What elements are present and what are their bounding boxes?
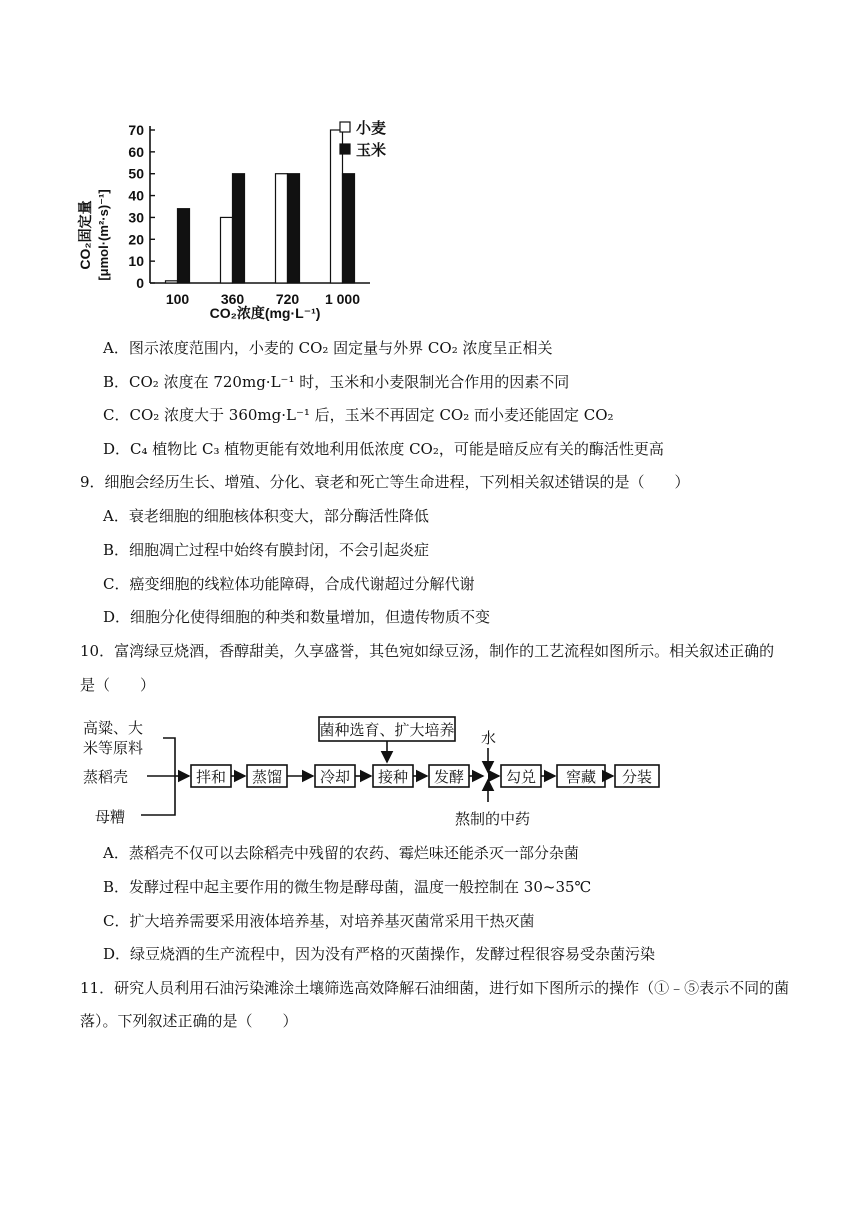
q8-option-c: C．CO₂ 浓度大于 360mg·L⁻¹ 后，玉米不再固定 CO₂ 而小麦还能固定 CO₂	[103, 406, 614, 424]
y-tick-label: 50	[128, 165, 144, 182]
q10-stem-line2: 是（ ）	[80, 676, 156, 694]
legend-label: 玉米	[356, 142, 387, 159]
x-axis-label: CO₂浓度(mg·L⁻¹)	[209, 305, 321, 321]
co2-fixation-bar-chart	[70, 110, 430, 325]
q8-option-b: B．CO₂ 浓度在 720mg·L⁻¹ 时，玉米和小麦限制光合作用的因素不同	[103, 373, 570, 391]
flow-step-label: 窖藏	[565, 768, 597, 786]
input-bracket	[141, 738, 175, 815]
y-tick-label: 20	[128, 231, 144, 248]
flow-step-label: 勾兑	[505, 768, 537, 786]
q11-stem-line1: 11．研究人员利用石油污染滩涂土壤筛选高效降解石油细菌，进行如下图所示的操作（①﹣⑤表示不同的菌	[80, 979, 790, 997]
q9-option-d: D．细胞分化使得细胞的种类和数量增加，但遗传物质不变	[103, 608, 491, 626]
input-grain-line2: 米等原料	[83, 739, 144, 757]
q10-option-c: C．扩大培养需要采用液体培养基，对培养基灭菌常采用干热灭菌	[103, 912, 535, 930]
x-tick-label: 100	[165, 291, 190, 307]
y-tick-label: 10	[128, 253, 144, 270]
flow-step-label: 接种	[377, 768, 409, 786]
flow-step-label: 蒸馏	[251, 768, 283, 786]
bar-maize	[233, 174, 245, 283]
legend-swatch	[340, 122, 350, 132]
y-tick-label: 0	[136, 275, 144, 291]
flow-step-label: 分装	[621, 768, 653, 786]
input-rice-husk: 蒸稻壳	[83, 768, 129, 786]
q9-option-a: A．衰老细胞的细胞核体积变大，部分酶活性降低	[103, 507, 429, 525]
x-tick-label: 1 000	[324, 291, 361, 307]
input-mother-mash: 母糟	[95, 808, 126, 826]
y-axis-label-line2: [μmol·(m²·s)⁻¹]	[96, 189, 111, 281]
x-tick-label: 360	[220, 291, 245, 307]
q8-option-a: A．图示浓度范围内，小麦的 CO₂ 固定量与外界 CO₂ 浓度呈正相关	[103, 339, 553, 357]
q11-stem-line2: 落）。下列叙述正确的是（ ）	[80, 1012, 298, 1030]
bar-maize	[343, 174, 355, 283]
flow-step-label: 发酵	[433, 768, 465, 786]
q10-option-a: A．蒸稻壳不仅可以去除稻壳中残留的农药、霉烂味还能杀灭一部分杂菌	[103, 844, 579, 862]
baijiu-process-flowchart	[75, 710, 775, 830]
medicine-label: 熬制的中药	[455, 810, 531, 828]
q9-stem: 9．细胞会经历生长、增殖、分化、衰老和死亡等生命进程，下列相关叙述错误的是（ ）	[80, 473, 690, 491]
bar-wheat	[221, 217, 233, 283]
y-tick-label: 30	[128, 209, 144, 226]
bars	[166, 130, 355, 283]
bar-maize	[178, 209, 190, 283]
q9-option-b: B．细胞凋亡过程中始终有膜封闭，不会引起炎症	[103, 541, 430, 559]
culture-label: 菌种选育、扩大培养	[319, 721, 455, 739]
q9-option-c: C．癌变细胞的线粒体功能障碍，合成代谢超过分解代谢	[103, 575, 475, 593]
bar-maize	[288, 174, 300, 283]
water-label: 水	[481, 729, 497, 747]
q10-option-d: D．绿豆烧酒的生产流程中，因为没有严格的灭菌操作，发酵过程很容易受杂菌污染	[103, 945, 656, 963]
y-tick-label: 70	[128, 122, 144, 138]
q8-option-d: D．C₄ 植物比 C₃ 植物更能有效地利用低浓度 CO₂，可能是暗反应有关的酶活性更高	[103, 440, 664, 458]
y-tick-label: 60	[128, 143, 144, 160]
flow-steps	[191, 765, 659, 787]
bar-wheat	[166, 281, 178, 283]
y-axis-label-line1: CO₂固定量	[77, 200, 93, 270]
legend-label: 小麦	[356, 120, 387, 137]
legend-swatch	[340, 144, 350, 154]
y-axis-title	[77, 189, 111, 280]
x-tick-label: 720	[275, 291, 300, 307]
legend	[340, 120, 386, 159]
flow-step-label: 冷却	[319, 768, 351, 786]
q10-stem-line1: 10．富湾绿豆烧酒，香醇甜美，久享盛誉，其色宛如绿豆汤，制作的工艺流程如图所示。相关叙述正确的	[80, 642, 775, 660]
y-tick-label: 40	[128, 187, 144, 204]
input-grain-line1: 高粱、大	[83, 719, 144, 737]
bar-wheat	[276, 174, 288, 283]
q10-option-b: B．发酵过程中起主要作用的微生物是酵母菌，温度一般控制在 30~35℃	[103, 878, 592, 896]
flow-step-label: 拌和	[195, 768, 227, 786]
